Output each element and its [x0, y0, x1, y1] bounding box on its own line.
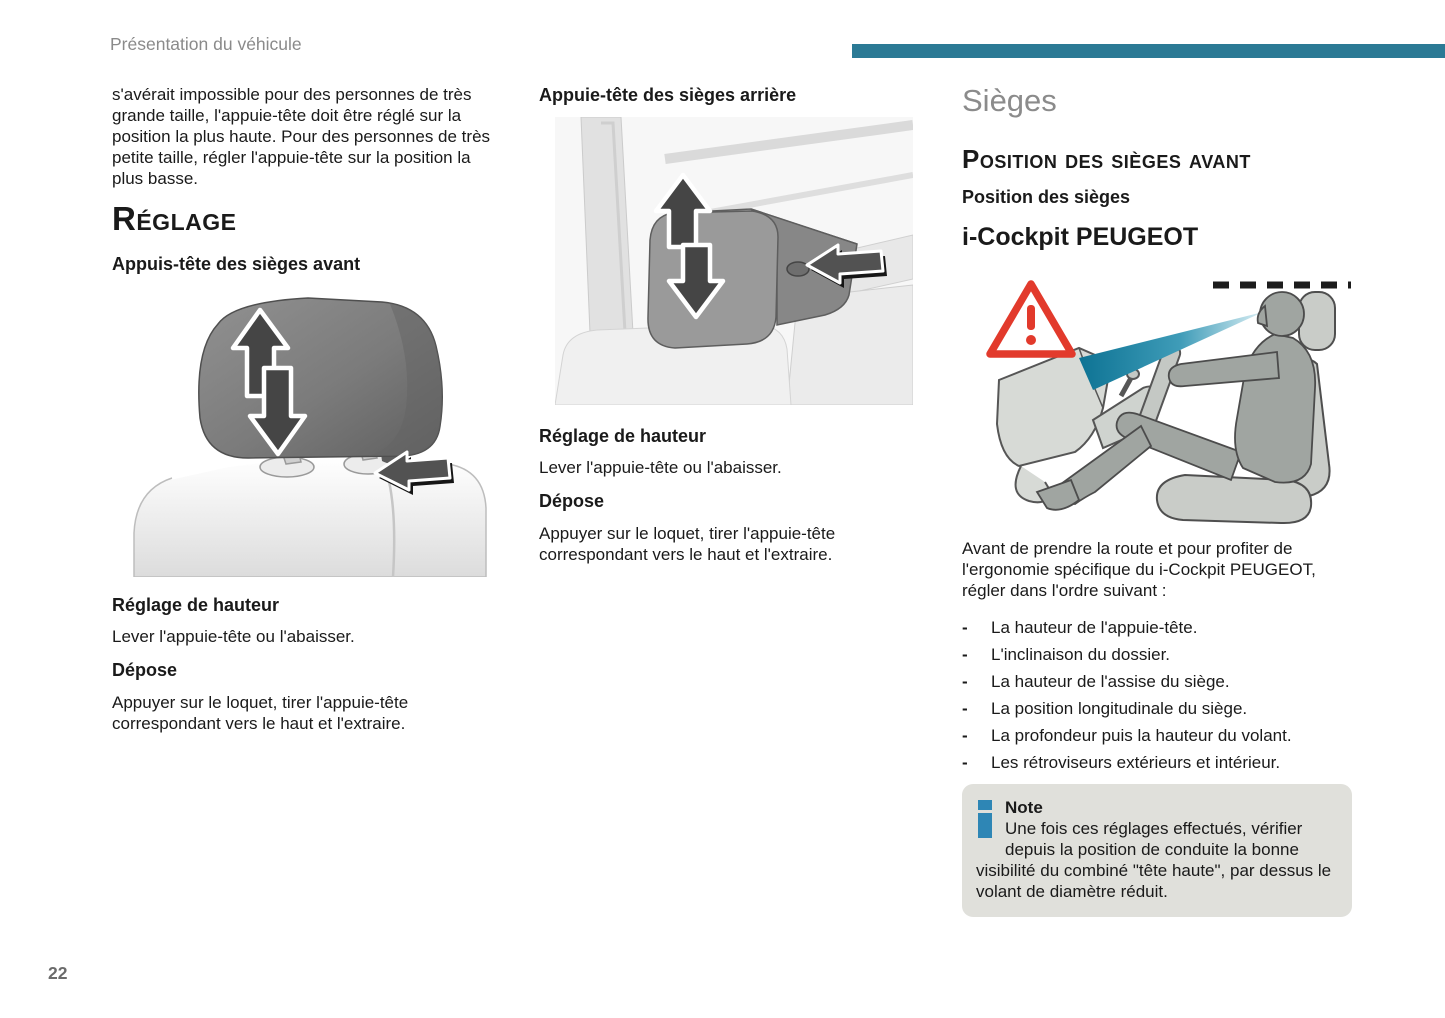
accent-bar — [852, 44, 1445, 58]
note-box — [962, 784, 1352, 917]
adjustment-order-list — [962, 617, 1354, 773]
subheading-front-headrests: Appuis-tête des sièges avant — [112, 254, 361, 274]
subheading-rear-headrests: Appuie-tête des sièges arrière — [539, 85, 797, 105]
dash-bullet: - — [962, 645, 968, 664]
running-header: Présentation du véhicule — [110, 34, 302, 54]
list-item — [962, 725, 1354, 746]
dash-bullet: - — [962, 699, 968, 718]
dash-bullet: - — [962, 672, 968, 691]
dash-bullet: - — [962, 618, 968, 637]
removal-text: Appuyer sur le loquet, tirer l'appuie-tête correspondant vers le haut et l'extraire. — [539, 524, 836, 564]
subheading-removal: Dépose — [539, 491, 605, 511]
list-item — [962, 698, 1354, 719]
feature-title-icockpit: i-Cockpit PEUGEOT — [962, 223, 1199, 251]
list-item-text: L'inclinaison du dossier. — [991, 645, 1171, 664]
column-left — [112, 84, 504, 734]
dash-bullet: - — [962, 726, 968, 745]
height-adjust-text: Lever l'appuie-tête ou l'abaisser. — [112, 627, 355, 646]
front-headrest-figure — [130, 290, 490, 577]
release-latch — [787, 262, 809, 276]
warning-triangle-icon — [990, 284, 1072, 354]
removal-text: Appuyer sur le loquet, tirer l'appuie-tête correspondant vers le haut et l'extraire. — [112, 693, 409, 733]
section-title-position: Position des sièges avant — [962, 144, 1251, 174]
list-item-text: La position longitudinale du siège. — [991, 699, 1248, 718]
note-body: Une fois ces réglages effectués, vérifier depuis la position de conduite la bonne visibilité du combiné "tête haute", par dessus le volant de diamètre réduit. — [976, 819, 1332, 901]
list-item — [962, 644, 1354, 665]
column-right — [962, 84, 1354, 917]
subheading-height-adjust: Réglage de hauteur — [112, 595, 280, 615]
icockpit-figure — [975, 268, 1353, 530]
page-number: 22 — [48, 963, 68, 983]
list-item — [962, 617, 1354, 638]
list-item-text: La hauteur de l'appuie-tête. — [991, 618, 1198, 637]
column-middle — [539, 84, 919, 565]
chapter-title: Sièges — [962, 83, 1057, 118]
subheading-seat-position: Position des sièges — [962, 187, 1131, 207]
intro-paragraph: s'avérait impossible pour des personnes de très grande taille, l'appuie-tête doit être réglé sur la position la plus haute. Pour des personnes de très petite taille, régler l'appuie-tête sur la position la plus basse. — [112, 85, 491, 188]
dash-bullet: - — [962, 753, 968, 772]
height-adjust-text: Lever l'appuie-tête ou l'abaisser. — [539, 458, 782, 477]
info-icon — [978, 800, 992, 838]
section-title-reglage: Réglage — [112, 200, 237, 237]
subheading-removal: Dépose — [112, 660, 178, 680]
subheading-height-adjust: Réglage de hauteur — [539, 426, 707, 446]
icockpit-intro: Avant de prendre la route et pour profiter de l'ergonomie spécifique du i-Cockpit PEUGEOT, régler dans l'ordre suivant : — [962, 539, 1316, 600]
list-item — [962, 752, 1354, 773]
list-item — [962, 671, 1354, 692]
list-item-text: La hauteur de l'assise du siège. — [991, 672, 1230, 691]
rear-headrest-figure — [555, 117, 913, 405]
list-item-text: Les rétroviseurs extérieurs et intérieur. — [991, 753, 1281, 772]
note-title: Note — [1005, 798, 1043, 817]
list-item-text: La profondeur puis la hauteur du volant. — [991, 726, 1292, 745]
